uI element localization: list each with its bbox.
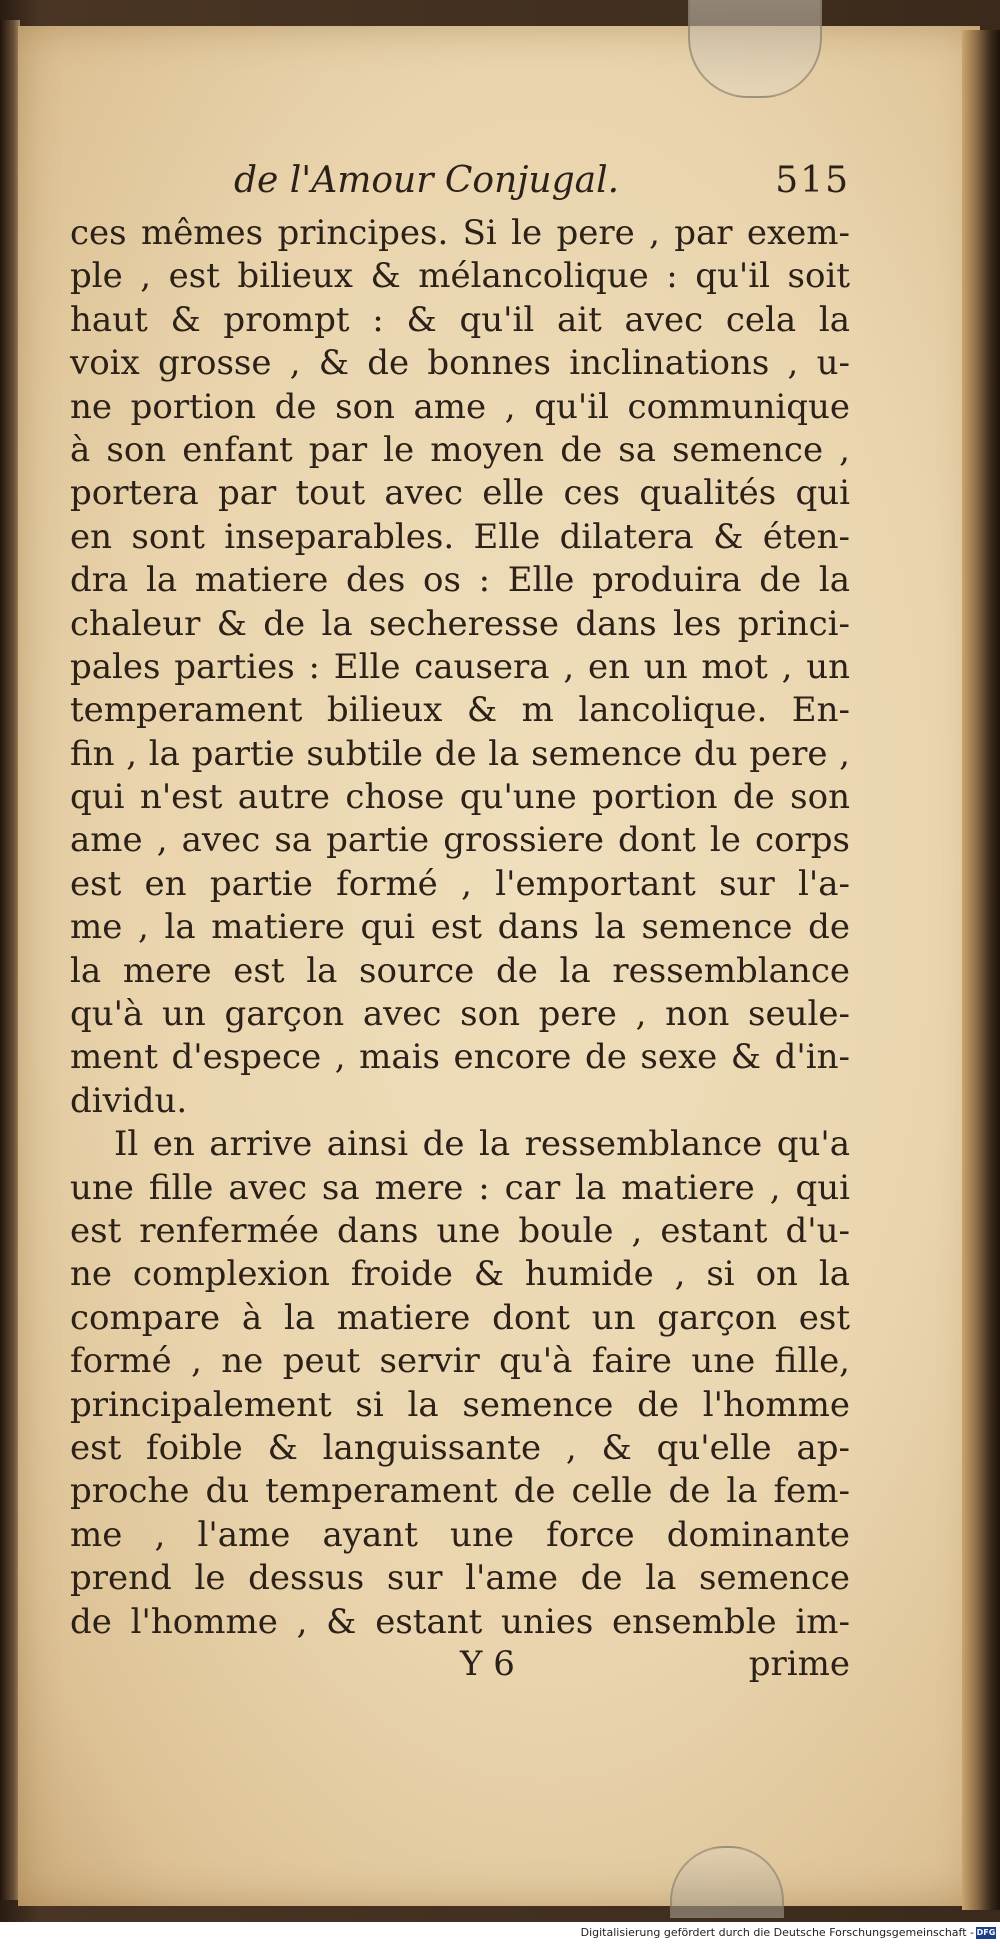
text-line: fin , la partie subtile de la semence du pere , [70,733,850,774]
page-text-block [70,160,850,1688]
signature-mark: Y 6 [460,1643,515,1684]
text-line: ne portion de son ame , qu'il communique [70,386,850,427]
text-line: est renfermée dans une boule , estant d'u- [70,1210,850,1251]
page-number: 515 [775,160,850,201]
text-line: haut & prompt : & qu'il ait avec cela la [70,299,850,340]
funding-credit: Digitalisierung gefördert durch die Deutsche Forschungsgemeinschaft - [580,1926,974,1939]
text-line: prend le dessus sur l'ame de la semence [70,1558,850,1599]
text-line: compare à la matiere dont un garçon est [70,1297,850,1338]
text-line: principalement si la semence de l'homme [70,1384,850,1425]
dfg-logo: DFG [976,1928,996,1937]
text-line: de l'homme , & estant unies ensemble im- [70,1601,850,1642]
text-line: ame , avec sa partie grossiere dont le corps [70,820,850,861]
text-line: qui n'est autre chose qu'une portion de son [70,777,850,818]
page-footer [70,1644,850,1688]
text-line: voix grosse , & de bonnes inclinations , u- [70,343,850,384]
digitization-footer [0,1922,1000,1944]
left-page-edge [0,20,20,1900]
text-line: qu'à un garçon avec son pere , non seule- [70,994,850,1035]
text-line: proche du temperament de celle de la fem- [70,1471,850,1512]
text-line: me , la matiere qui est dans la semence de [70,907,850,948]
running-head [70,160,850,212]
text-line: dividu. [70,1080,188,1121]
text-line: formé , ne peut servir qu'à faire une fille, [70,1341,850,1382]
body-text [70,212,850,1644]
text-line: portera par tout avec elle ces qualités qui [70,473,850,514]
text-line: la mere est la source de la ressemblance [70,950,850,991]
running-title: de l'Amour Conjugal. [234,160,620,201]
text-line: me , l'ame ayant une force dominante [70,1514,850,1555]
catchword: prime [748,1643,850,1684]
text-line: temperament bilieux & m lancolique. En- [70,690,850,731]
text-line: en sont inseparables. Elle dilatera & éten- [70,516,850,557]
text-line: une fille avec sa mere : car la matiere , qui [70,1167,850,1208]
text-line: à son enfant par le moyen de sa semence , [70,429,850,470]
text-line: chaleur & de la secheresse dans les princi- [70,603,850,644]
text-line: ment d'espece , mais encore de sexe & d'in- [70,1037,850,1078]
text-line: dra la matiere des os : Elle produira de la [70,560,850,601]
text-line: ple , est bilieux & mélancolique : qu'il soit [70,256,850,297]
right-page-edge [962,30,1000,1910]
text-line: est foible & languissante , & qu'elle ap- [70,1427,850,1468]
text-line: ne complexion froide & humide , si on la [70,1254,850,1295]
text-line: ces mêmes principes. Si le pere , par exem- [70,213,850,253]
text-line: pales parties : Elle causera , en un mot , un [70,646,850,687]
text-line: est en partie formé , l'emportant sur l'a- [70,863,850,904]
paragraph-first-line: Il en arrive ainsi de la ressemblance qu'a [114,1124,850,1165]
